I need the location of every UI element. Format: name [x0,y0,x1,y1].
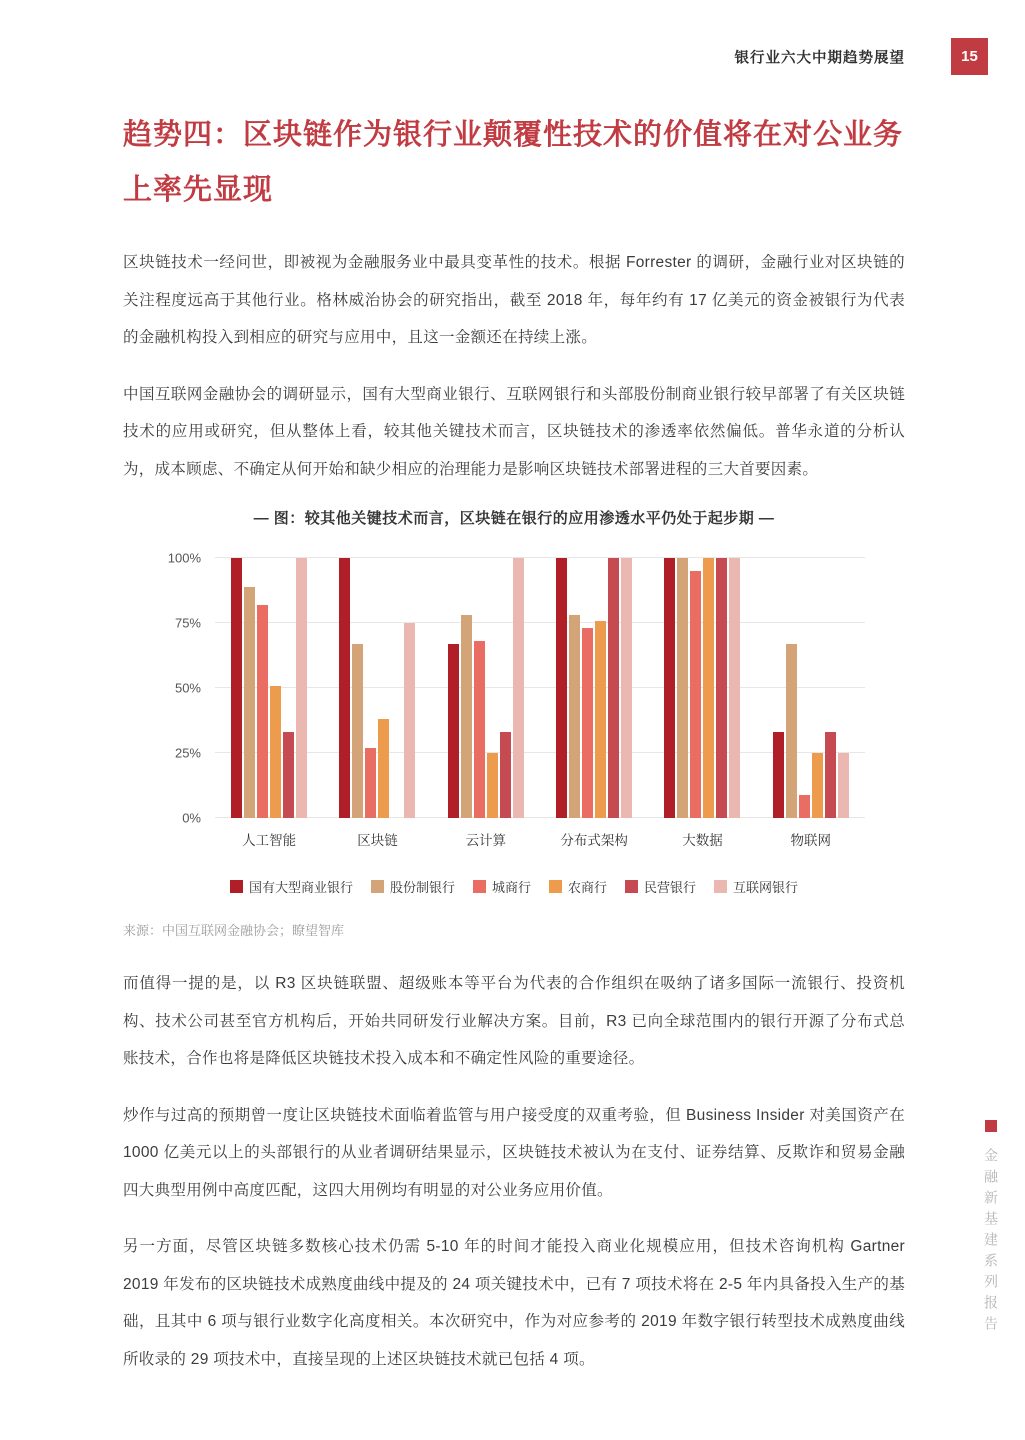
y-axis-label: 50% [174,680,201,696]
legend-label: 国有大型商业银行 [248,880,353,896]
paragraph-2: 中国互联网金融协会的调研显示，国有大型商业银行、互联网银行和头部股份制商业银行较早部署了有关区块链技术的应用或研究，但从整体上看，较其他关键技术而言，区块链技术的渗透率依然偏低。普华永道的分析认为，成本顾虑、不确定从何开始和缺少相应的治理能力是影响区块链技术部署进程的三大首要因素。 [123,385,905,478]
bar-chart [123,550,905,849]
plot-column [215,558,865,849]
chart-legend [123,877,905,896]
bar-group [540,558,648,818]
bar [838,753,849,818]
bar [404,623,415,818]
bar [448,644,459,818]
legend-swatch-icon [714,880,727,893]
bar [690,571,701,818]
bar [352,644,363,818]
bar-group [215,558,323,818]
source-note: 来源：中国互联网金融协会；瞭望智库 [123,923,345,939]
y-axis-label: 100% [167,550,201,566]
legend-item [230,877,353,896]
bar [513,558,524,818]
bar [500,732,511,818]
x-axis-label: 人工智能 [242,833,297,849]
plot-area [215,558,865,818]
series-title-vertical: 金融新基建系列报告 [983,1148,999,1337]
bar-group [432,558,540,818]
x-axis-label: 云计算 [465,833,507,849]
bar [487,753,498,818]
legend-swatch-icon [473,880,486,893]
red-square-icon [985,1120,997,1132]
chart-figure [123,507,905,896]
paragraph-5: 另一方面，尽管区块链多数核心技术仍需 5-10 年的时间才能投入商业化规模应用，但技术咨询机构 Gartner 2019 年发布的区块链技术成熟度曲线中提及的 24 项关键技术中，已有 7 项技术将在 2-5 年内具备投入生产的基础，且其中 6 项与银行业数字化高度相关。本次研究中，作为对应参考的 2019 年数字银行转型技术成熟度曲线所收录的 29 项技术中，直接呈现的上述区块链技术就已包括 4 项。 [123,1238,905,1368]
paragraph-1: 区块链技术一经问世，即被视为金融服务业中最具变革性的技术。根据 Forrester 的调研，金融行业对区块链的关注程度远高于其他行业。格林威治协会的研究指出，截至 2018 年，每年约有 17 亿美元的资金被银行为代表的金融机构投入到相应的研究与应用中，且这一金额还在持续上涨。 [123,254,905,347]
legend-swatch-icon [549,880,562,893]
bar [621,558,632,818]
bar [773,732,784,818]
section-title: 趋势四：区块链作为银行业颠覆性技术的价值将在对公业务上率先显现 [123,119,904,207]
bar [339,558,350,818]
legend-item [549,877,607,896]
bar [283,732,294,818]
bar [296,558,307,818]
paragraph-4: 炒作与过高的预期曾一度让区块链技术面临着监管与用户接受度的双重考验，但 Business Insider 对美国资产在 1000 亿美元以上的头部银行的从业者调研结果显示，区块链技术被认为在支付、证券结算、反欺诈和贸易金融四大典型用例中高度匹配，这四大用例均有明显的对公业务应用价值。 [123,1106,905,1199]
bar [729,558,740,818]
page-number-badge: 15 [951,38,988,75]
bar [825,732,836,818]
x-axis-label: 分布式架构 [560,833,628,849]
page-header [0,38,1025,75]
bar [716,558,727,818]
bar [786,644,797,818]
y-axis-label: 75% [174,615,201,631]
bar [378,719,389,818]
bar [556,558,567,818]
legend-label: 民营银行 [644,880,697,896]
bar [244,587,255,818]
bar [703,558,714,818]
legend-label: 农商行 [568,880,608,896]
y-axis [143,550,215,826]
x-axis-labels [215,829,865,849]
bar [569,615,580,818]
bar [595,621,606,819]
bar-groups [215,558,865,818]
bar [257,605,268,818]
paragraph-3: 而值得一提的是，以 R3 区块链联盟、超级账本等平台为代表的合作组织在吸纳了诸多国际一流银行、投资机构、技术公司甚至官方机构后，开始共同研发行业解决方案。目前，R3 已向全球范围内的银行开源了分布式总账技术，合作也将是降低区块链技术投入成本和不确定性风险的重要途径。 [123,975,905,1068]
legend-item [473,877,531,896]
bar [664,558,675,818]
legend-label: 股份制银行 [389,880,455,896]
bar-group [757,558,865,818]
bar [677,558,688,818]
bar [812,753,823,818]
legend-swatch-icon [371,880,384,893]
legend-item [371,877,455,896]
bar-group [323,558,431,818]
x-axis-label: 物联网 [790,833,832,849]
legend-swatch-icon [230,880,243,893]
side-series-label [981,1120,1001,1337]
chart-title: — 图：较其他关键技术而言，区块链在银行的应用渗透水平仍处于起步期 — [253,510,775,528]
bar [474,641,485,818]
bar-group [648,558,756,818]
legend-label: 互联网银行 [733,880,799,896]
y-axis-label: 0% [182,810,201,826]
legend-item [625,877,696,896]
bar [799,795,810,818]
bar [231,558,242,818]
bar [582,628,593,818]
legend-item [714,877,798,896]
header-title: 银行业六大中期趋势展望 [734,50,905,66]
legend-swatch-icon [625,880,638,893]
y-axis-label: 25% [174,745,201,761]
x-axis-label: 大数据 [682,833,723,849]
legend-label: 城商行 [491,880,531,896]
x-axis-label: 区块链 [357,833,398,849]
bar [461,615,472,818]
bar [270,686,281,819]
bar [365,748,376,818]
content-column [123,108,905,1397]
bar [608,558,619,818]
